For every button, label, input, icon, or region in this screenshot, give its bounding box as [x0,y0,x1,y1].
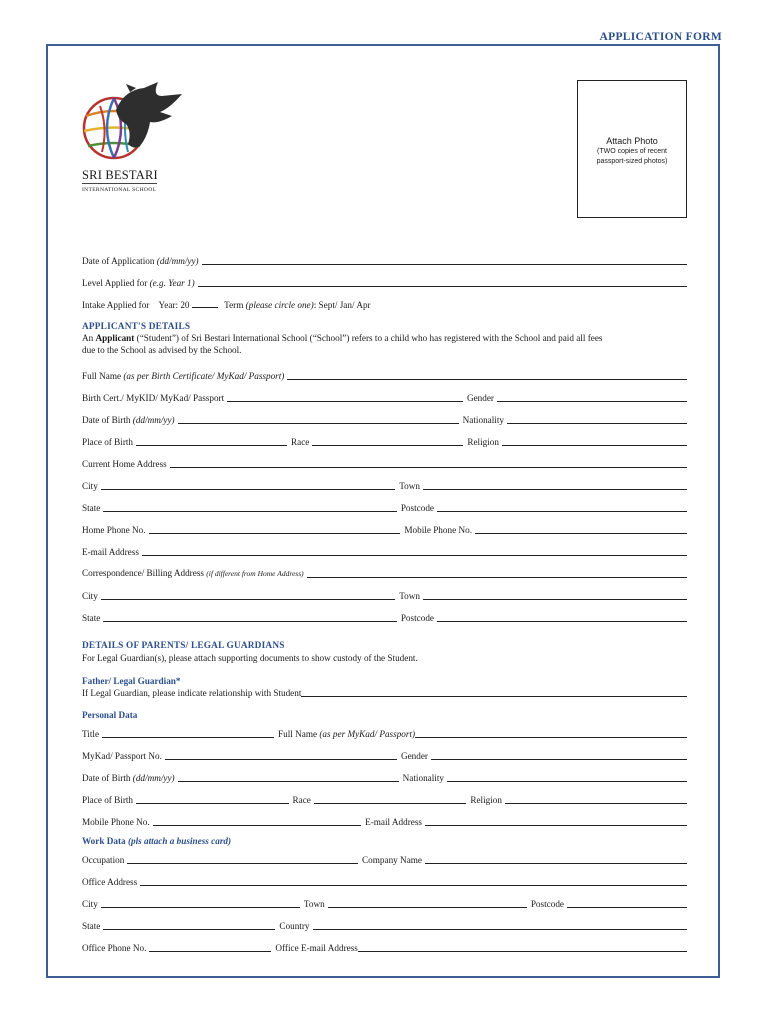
race-label: Race [291,437,310,447]
applicant-full-name-field[interactable] [287,379,687,380]
full-name-label: Full Name [82,371,122,381]
corr-postcode-field[interactable] [437,621,687,622]
parent-mobile-field[interactable] [153,825,361,826]
parent-dob-hint: (dd/mm/yy) [132,773,175,783]
dob-field[interactable] [178,423,459,424]
occupation-row [82,853,687,866]
dob-hint: (dd/mm/yy) [132,415,175,425]
home-address-row [82,457,687,470]
correspondence-address-row [82,567,687,580]
nationality-label: Nationality [462,415,504,425]
city-town-row [82,479,687,492]
occupation-label: Occupation [82,855,125,865]
religion-field[interactable] [502,445,687,446]
birth-cert-field[interactable] [227,401,463,402]
home-phone-label: Home Phone No. [82,525,146,535]
parent-gender-label: Gender [400,751,428,761]
corr-postcode-label: Postcode [400,613,434,623]
office-address-row [82,875,687,888]
parent-race-label: Race [292,795,311,805]
office-postcode-field[interactable] [567,907,687,908]
pob-field[interactable] [136,445,287,446]
parent-full-name-label: Full Name [278,729,318,739]
relationship-field[interactable] [301,696,687,697]
intro-text-2: (“Student”) of Sri Bestari International School (“School”) refers to a child who has registered with the School and paid all fees [134,333,603,343]
parent-gender-field[interactable] [431,759,687,760]
personal-data-heading: Personal Data [82,710,138,720]
father-heading: Father/ Legal Guardian* [82,676,181,686]
home-address-field[interactable] [170,467,687,468]
city-field[interactable] [101,489,395,490]
parents-note: For Legal Guardian(s), please attach supporting documents to show custody of the Student. [82,653,418,663]
state-field[interactable] [103,511,396,512]
parent-nationality-field[interactable] [447,781,687,782]
office-phone-field[interactable] [149,951,271,952]
logo-divider [82,183,157,184]
parents-heading: DETAILS OF PARENTS/ LEGAL GUARDIANS [82,641,285,651]
corr-town-label: Town [399,591,420,601]
date-of-application-label: Date of Application [82,256,155,266]
email-label: E-mail Address [82,547,139,557]
mobile-phone-label: Mobile Phone No. [404,525,472,535]
intake-row [82,298,687,311]
office-city-field[interactable] [101,907,300,908]
town-label: Town [399,481,420,491]
parent-title-field[interactable] [102,737,274,738]
birth-cert-row [82,391,687,404]
email-field[interactable] [142,555,687,556]
date-of-application-row [82,254,687,267]
office-state-row [82,919,687,932]
state-label: State [82,503,101,513]
city-label: City [82,481,98,491]
office-country-field[interactable] [313,929,688,930]
photo-title: Attach Photo [606,136,658,146]
office-country-label: Country [279,921,310,931]
level-applied-field[interactable] [198,286,687,287]
email-row [82,545,687,558]
level-applied-row [82,276,687,289]
parent-mobile-label: Mobile Phone No. [82,817,150,827]
postcode-field[interactable] [437,511,687,512]
home-phone-field[interactable] [149,533,401,534]
dob-row [82,413,687,426]
parent-email-field[interactable] [425,825,687,826]
parent-title-row [82,727,687,740]
parent-mykad-field[interactable] [165,759,397,760]
corr-state-field[interactable] [103,621,396,622]
work-data-heading [82,836,231,846]
intake-year-label: Year: 20 [158,300,190,310]
parent-title-label: Title [82,729,100,739]
office-state-label: State [82,921,101,931]
office-town-label: Town [303,899,325,909]
photo-note-1: (TWO copies of recent [596,148,668,155]
gender-field[interactable] [497,401,687,402]
corr-state-label: State [82,613,101,623]
office-address-field[interactable] [140,885,687,886]
parent-mobile-row [82,815,687,828]
parent-mykad-label: MyKad/ Passport No. [82,751,162,761]
full-name-hint: (as per Birth Certificate/ MyKad/ Passport) [123,371,285,381]
office-phone-row [82,941,687,954]
office-phone-label: Office Phone No. [82,943,147,953]
pob-label: Place of Birth [82,437,134,447]
parent-dob-field[interactable] [178,781,399,782]
parent-pob-field[interactable] [136,803,288,804]
company-name-label: Company Name [362,855,422,865]
parent-dob-row [82,771,687,784]
photo-attach-box[interactable] [577,80,687,218]
parent-pob-label: Place of Birth [82,795,134,805]
parent-religion-field[interactable] [505,803,687,804]
office-email-field[interactable] [358,951,687,952]
intro-text-1: An [82,333,96,343]
relationship-label: If Legal Guardian, please indicate relationship with Student [82,688,302,698]
intro-text-3: due to the School as advised by the School. [82,344,242,355]
date-of-application-field[interactable] [202,264,687,265]
work-data-label: Work Data [82,836,126,846]
birth-cert-label: Birth Cert./ MyKID/ MyKad/ Passport [82,393,225,403]
correspondence-address-field[interactable] [307,577,687,578]
date-hint: (dd/mm/yy) [156,256,199,266]
applicant-intro [82,333,687,356]
parent-pob-row [82,793,687,806]
level-applied-label: Level Applied for [82,278,148,288]
school-name: SRI BESTARI [82,168,158,182]
office-state-field[interactable] [103,929,275,930]
mobile-phone-field[interactable] [475,533,687,534]
intro-bold: Applicant [95,333,135,343]
parent-dob-label: Date of Birth [82,773,131,783]
corr-city-town-row [82,589,687,602]
intake-year-field[interactable] [192,298,218,308]
parent-nationality-label: Nationality [402,773,444,783]
parent-email-label: E-mail Address [365,817,422,827]
office-town-field[interactable] [328,907,527,908]
postcode-label: Postcode [400,503,434,513]
corr-city-label: City [82,591,98,601]
form-title: APPLICATION FORM [599,31,722,43]
office-address-label: Office Address [82,877,138,887]
corr-town-field[interactable] [423,599,687,600]
office-city-label: City [82,899,98,909]
parent-race-field[interactable] [314,803,466,804]
school-subtitle: INTERNATIONAL SCHOOL [82,187,157,193]
applicant-details-heading: APPLICANT'S DETAILS [82,322,191,332]
work-data-hint: (pls attach a business card) [127,836,232,846]
corr-address-hint: (if different from Home Address) [206,569,304,578]
intake-term-options[interactable]: : Sept/ Jan/ Apr [313,300,371,310]
company-name-field[interactable] [425,863,687,864]
office-postcode-label: Postcode [530,899,564,909]
parent-full-name-field[interactable] [415,737,687,738]
parent-religion-label: Religion [470,795,502,805]
office-email-label: Office E-mail Address [275,943,358,953]
pob-row [82,435,687,448]
town-field[interactable] [423,489,687,490]
corr-address-label: Correspondence/ Billing Address [82,568,204,578]
home-address-label: Current Home Address [82,459,167,469]
state-postcode-row [82,501,687,514]
occupation-field[interactable] [127,863,358,864]
photo-note-2: passport-sized photos) [596,158,668,165]
intake-term-hint: (please circle one) [245,300,314,310]
corr-state-postcode-row [82,611,687,624]
office-city-row [82,897,687,910]
intake-label: Intake Applied for [82,300,150,310]
gender-label: Gender [466,393,494,403]
relationship-row [82,686,687,699]
dob-label: Date of Birth [82,415,131,425]
level-hint: (e.g. Year 1) [149,278,195,288]
nationality-field[interactable] [507,423,687,424]
corr-city-field[interactable] [101,599,395,600]
religion-label: Religion [467,437,499,447]
intake-term-label: Term [224,300,244,310]
phone-row [82,523,687,536]
parent-full-name-hint: (as per MyKad/ Passport) [319,729,416,739]
applicant-full-name-row [82,369,687,382]
parent-mykad-row [82,749,687,762]
race-field[interactable] [312,445,463,446]
